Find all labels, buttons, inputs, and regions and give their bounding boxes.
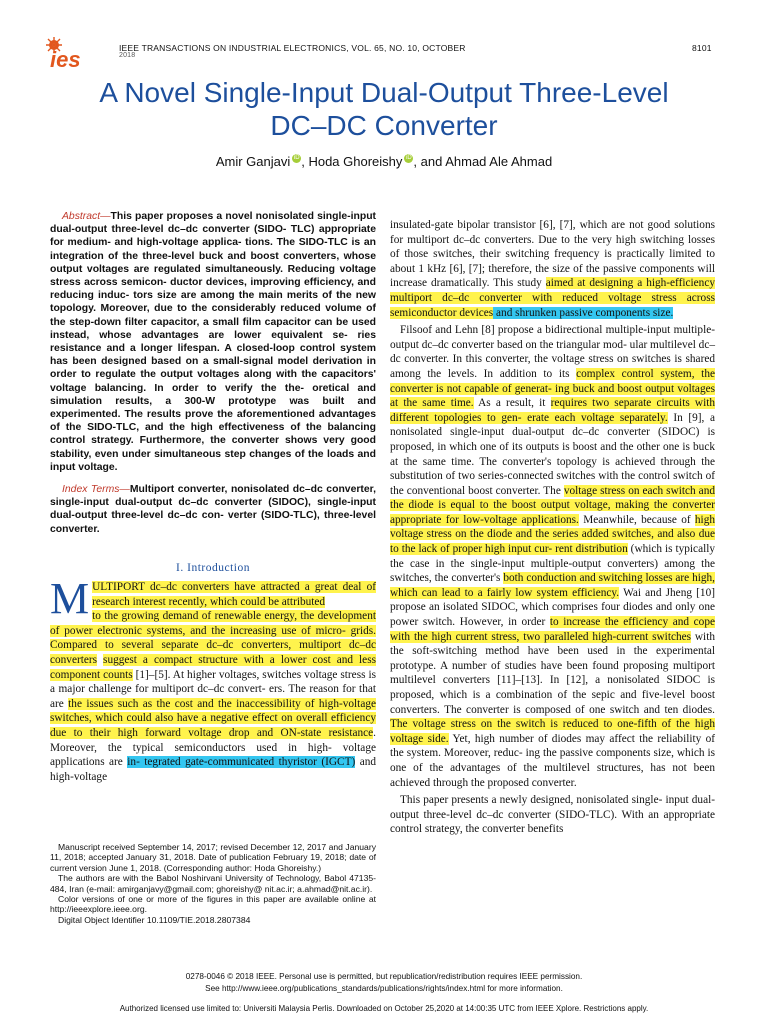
journal-year: 2018 (119, 52, 136, 58)
highlight: aimed at designing a high-efficiency multiport dc–dc converter with reduced voltage stress across semiconductor devices (390, 277, 715, 319)
body-text: Filsoof and Lehn [8] propose a bidirectional multiple-input multiple-output dc–dc converter based on the triangular mod- ular multilevel dc–dc converter. In this converter, the voltage stress on switches is shared among the levels. In addition to its (390, 324, 715, 380)
highlight: ULTIPORT dc–dc converters have attracted a great deal of research interest recently, which could be attributed (92, 581, 376, 608)
author-1: Amir Ganjavi (215, 154, 291, 169)
highlight: requires two separate circuits with different topologies to gen- erate each voltage separately. (390, 397, 715, 424)
journal-name: IEEE TRANSACTIONS ON INDUSTRIAL ELECTRONICS, VOL. 65, NO. 10, OCTOBER (119, 43, 466, 53)
author-2: , Hoda Ghoreishy (301, 154, 403, 169)
ies-logo (44, 36, 102, 72)
index-terms (50, 483, 376, 536)
body-text: and high-voltage (50, 756, 377, 783)
body-text: with the soft-switching method have been used in the experimental prototype. A number of studies have been found proposing multiport multilevel converters [11]–[13]. In [12], a nonisolated SIDOC is proposed, which is a combination of the sepic and five-level boost converters. The converter is composed of one switch and ten diodes. (390, 630, 715, 716)
footnote (50, 842, 376, 925)
body-text: As a result, it (473, 397, 551, 410)
paragraph (390, 218, 715, 320)
abstract-label: Abstract— (62, 211, 111, 222)
highlight: high voltage stress on the diode and the series added switches, and also due to the lack of proper high input cur- rent distribution (390, 513, 715, 556)
footnote-color: Color versions of one or more of the figures in this paper are available online at http://ieeexplore.ieee.org. (50, 894, 376, 915)
body-text: Yet, high number of diodes may affect the reliability of the system. Moreover, reduc- ing the passive components size, which is one of the advantages of the multilevel structures, has not been achieved through the proposed converter. (390, 732, 715, 789)
footnote-affiliation: The authors are with the Babol Noshirvani University of Technology, Babol 47135-484, Iran (e-mail: amirganjavy@gmail.com; ghoreishy@ nit.ac.ir; a.ahmad@nit.ac.ir). (50, 873, 376, 894)
copyright-line: 0278-0046 © 2018 IEEE. Personal use is permitted, but republication/redistribution requires IEEE permission. (185, 972, 583, 981)
license-line: Authorized licensed use limited to: Universiti Malaysia Perlis. Downloaded on October 25,2020 at 14:00:35 UTC from IEEE Xplore. Restrictions apply. (119, 1004, 649, 1013)
title-line-1: A Novel Single-Input Dual-Output Three-Level (99, 77, 669, 108)
paragraph (390, 323, 715, 790)
index-terms-label: Index Terms— (62, 484, 130, 496)
right-column (390, 218, 715, 837)
body-text: insulated-gate bipolar transistor [6], [7], which are not good solutions for multiport dc–dc converters. Due to the very high switching losses of those switches, their switching frequency is practically limited to about 1 kHz [6], [7]; therefore, the size of the passive components will increase dramatically. This study (390, 219, 715, 290)
highlight: suggest a compact structure with a lower cost and less component counts (50, 653, 376, 681)
intro-paragraph (50, 574, 377, 784)
body-text: (which is typically the case in the single-input multiple-output converters) among the switches, the converter's (390, 543, 716, 585)
highlight: to increase the efficiency and cope with the high current stress, two paralleled high-current switches (390, 616, 715, 643)
paper-title (0, 76, 768, 142)
highlight: the issues such as the cost and the inaccessibility of high-voltage switches, which could also have a negative effect on overall efficiency due to their high forward voltage drop and ON-state resistance (50, 697, 376, 739)
highlight: The voltage stress on the switch is reduced to one-fifth of the high voltage side. (390, 718, 715, 745)
abstract-text: This paper proposes a novel nonisolated single-input dual-output three-level dc–dc converter (SIDO- TLC) appropriate for medium- and high-voltage applica- tions. The SIDO-TLC is an integration of the three-level buck and boost converters, whose output voltages are regulated simultaneously. Reducing voltage stress across semicon- ductor devices, improving efficiency, and reducing induc- tors size are among the main merits of the new topology. Moreover, due to the considerably reduced volume of the step-down filter capacitor, a small film capacitor can be used instead, whose advantages are lower equivalent se- ries resistance and a longer lifespan. A closed-loop control system has been designed based on a small-signal model derivation in order to regulate the output voltages along with the capacitors' voltage balancing. In order to verify the the- oretical and simulation results, a 300-W prototype was built and experimented. The results prove the aforementioned advantages of the SIDO-TLC, and the high effectiveness of the balancing control strategy. Furthermore, the converter shows very good stability, even under simultaneous step changes of the loads and input voltage. (50, 211, 376, 473)
page-number: 8101 (692, 43, 712, 53)
highlight: complex control system, the converter is not capable of generat- ing buck and boost output voltages at the same time. (390, 367, 715, 410)
rights-link-line: See http://www.ieee.org/publications_standards/publications/rights/index.html for more information. (205, 984, 563, 993)
body-text: Meanwhile, because of (578, 513, 695, 526)
author-list (0, 154, 768, 169)
orcid-icon[interactable]: iD (406, 155, 412, 161)
abstract (50, 210, 376, 536)
orcid-icon[interactable]: iD (293, 155, 300, 161)
index-terms-text: Multiport converter, nonisolated dc–dc converter, single-input dual-output dc–dc converter (SIDOC), single-input dual-output three-level dc–dc con- verter (SIDO-TLC), three-level converter. (50, 484, 376, 535)
logo-text: ies (50, 47, 81, 72)
body-text: In [9], a nonisolated single-input dual-output dc–dc converter (SIDOC) is proposed, in which one of its outputs is boost and the other one is buck at the same time. The converter's topology is achieved through the substitution of two series-connected switches with the control switch of the conventional boost converter. The (390, 411, 715, 497)
paragraph: This paper presents a newly designed, nonisolated single- input dual-output three-level dc–dc converter (SIDO-TLC). With an appropriate control strategy, the converter benefits (390, 794, 715, 836)
title-line-2: DC–DC Converter (270, 110, 498, 141)
drop-cap: M (50, 574, 90, 623)
highlight: to the growing demand of renewable energy, the development of power electronic systems, and the increasing use of micro- grids. Compared to several separate dc–dc converters, multiport dc–dc converters (50, 610, 376, 666)
highlight: voltage stress on each switch and the diode is equal to the boost output voltage, making the converter appropriate for low-voltage applications. (390, 484, 715, 526)
highlight-cyan: and shrunken passive components size. (493, 306, 674, 319)
author-3: , and Ahmad Ale Ahmad (413, 154, 553, 169)
body-text: Wai and Jheng [10] propose an isolated SIDOC, which comprises four diodes and only one power switch. However, in order (390, 586, 715, 629)
body-text: [1]–[5]. At higher voltages, switches voltage stress is a major challenge for multiport dc–dc convert- ers. The reason for that are (50, 668, 376, 710)
highlight-cyan: in- tegrated gate-communicated thyristor (IGCT) (127, 756, 356, 769)
highlight: both conduction and switching losses are high, which can lead to a fairly low system efficiency. (390, 572, 715, 599)
section-heading: I. Introduction (176, 562, 250, 574)
footnote-dates: Manuscript received September 14, 2017; revised December 12, 2017 and January 11, 2018; accepted January 31, 2018. Date of publication February 19, 2018; date of current version June 1, 2018. (Corresponding author: Hoda Ghoreishy.) (50, 842, 376, 873)
footnote-doi: Digital Object Identifier 10.1109/TIE.2018.2807384 (58, 914, 251, 925)
body-text: . Moreover, the typical semiconductors used in high- voltage applications are (50, 726, 376, 769)
